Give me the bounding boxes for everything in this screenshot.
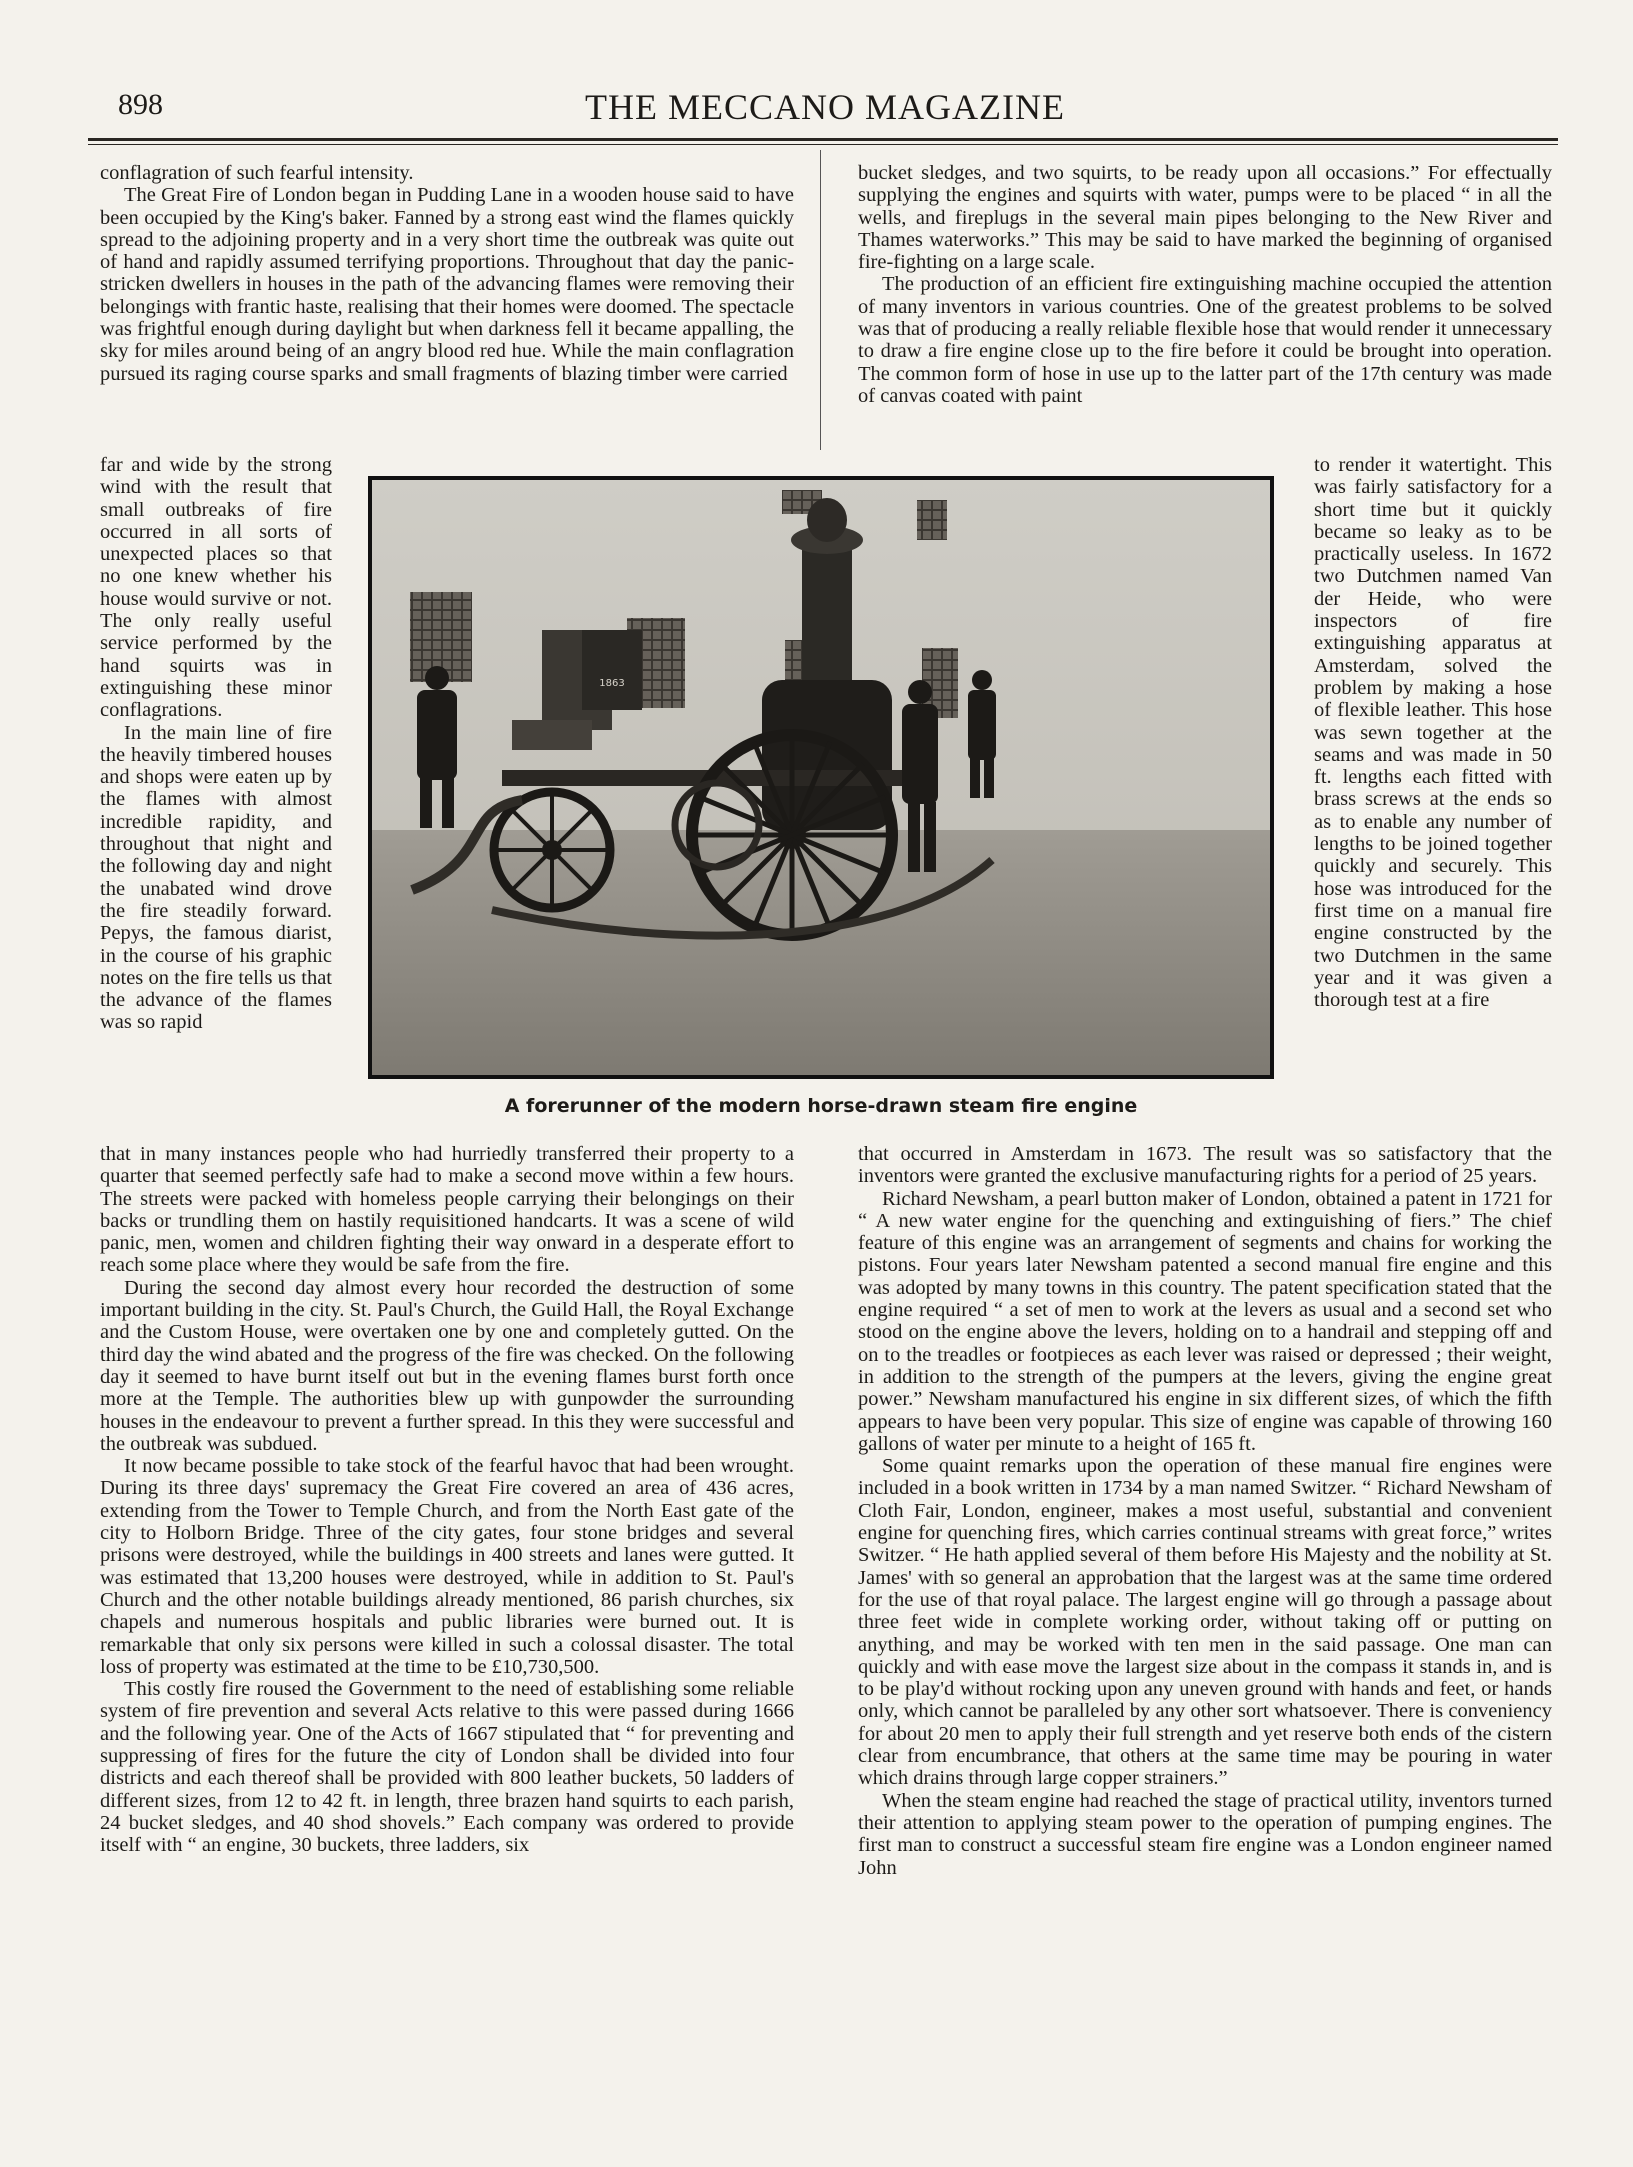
magazine-title: THE MECCANO MAGAZINE xyxy=(585,87,1065,127)
photo-caption: A forerunner of the modern horse-drawn steam fire engine xyxy=(504,1095,1138,1117)
left-column-bottom xyxy=(100,1143,794,1857)
paragraph: When the steam engine had reached the stage of practical utility, inventors turned their attention to applying steam power to the operation of pumping engines. The first man to construct a successful steam fire engine was a London engineer named John xyxy=(858,1789,1552,1879)
page-header xyxy=(0,0,1633,160)
right-column-bottom xyxy=(858,1143,1552,1879)
column-divider xyxy=(820,150,821,450)
engine-plate: 1863 xyxy=(599,678,625,689)
paragraph: to render it watertight. This was fairly satisfactory for a short time but it quickly became so leaky as to be practically useless. In 1672 two Dutchmen named Van der Heide, who were inspectors of fire extinguishing apparatus at Amsterdam, solved the problem by making a hose of flexible leather. This hose was sewn together at the seams and was made in 50 ft. lengths each fitted with brass screws at the ends so as to enable any number of lengths to be joined together quickly and securely. This hose was introduced for the first time on a manual fire engine constructed by the two Dutchmen in the same year and it was given a thorough test at a fire xyxy=(1314,454,1552,1012)
paragraph: Richard Newsham, a pearl button maker of London, obtained a patent in 1721 for “ A new water engine for the quenching and extinguishing of fiers.” The chief feature of this engine was an arrangement of segments and chains for working the pistons. Four years later Newsham patented a second manual fire engine and this was adopted by many towns in this country. The patent specification stated that the engine required “ a set of men to work at the levers as usual and a second set who stood on the engine above the levers, holding on to a handrail and stepping off and on to the treadles or footpieces as each lever was raised or depressed ; their weight, in addition to the strength of the pumpers at the levers, giving the engine great power.” Newsham manufactured his engine in six different sizes, of which the fifth appears to have been very popular. This size of engine was capable of throwing 160 gallons of water per minute to a height of 165 ft. xyxy=(858,1187,1552,1455)
left-column-top xyxy=(100,162,794,385)
left-column-wrap xyxy=(100,454,332,1034)
paragraph: The Great Fire of London began in Pudding Lane in a wooden house said to have been occupied by the King's baker. Fanned by a strong east wind the flames quickly spread to the adjoining property and in a very short time the outbreak was quite out of hand and rapidly assumed terrifying proportions. Throughout that day the panic-stricken dwellers in houses in the path of the advancing flames were removing their belongings with frantic haste, realising that their homes were doomed. The spectacle was frightful enough during daylight but when darkness fell it became appalling, the sky for miles around being of an angry blood red hue. While the main conflagration pursued its raging course sparks and small fragments of blazing timber were carried xyxy=(100,184,794,385)
paragraph: The production of an efficient fire extinguishing machine occupied the attention of many inventors in various countries. One of the greatest problems to be solved was that of producing a really reliable flexible hose that would render it unnecessary to draw a fire engine close up to the fire before it could be brought into operation. The common form of hose in use up to the latter part of the 17th century was made of canvas coated with paint xyxy=(858,273,1552,407)
photo-illustration xyxy=(372,480,1270,1075)
paragraph: In the main line of fire the heavily timbered houses and shops were eaten up by the flames with almost incredible rapidity, and throughout that night and the following day and night the unabated wind drove the fire steadily forward. Pepys, the famous diarist, in the course of his graphic notes on the fire tells us that the advance of the flames was so rapid xyxy=(100,721,332,1034)
paragraph: far and wide by the strong wind with the result that small outbreaks of fire occurred in all sorts of unexpected places so that no one knew whether his house would survive or not. The only really useful service performed by the hand squirts was in extinguishing these minor conflagrations. xyxy=(100,454,332,722)
window xyxy=(917,500,947,540)
right-column-top xyxy=(858,162,1552,407)
steam-fire-engine-photo xyxy=(368,476,1274,1079)
header-rule-thin xyxy=(88,144,1558,145)
paragraph: It now became possible to take stock of the fearful havoc that had been wrought. During its three days' supremacy the Great Fire covered an area of 436 acres, extending from the Tower to Temple Church, and from the North East gate of the city to Holborn Bridge. Three of the city gates, four stone bridges and several prisons were destroyed, while the buildings in 400 streets and lanes were gutted. It was estimated that 13,200 houses were destroyed, while in addition to St. Paul's Church and the other notable buildings already mentioned, 86 parish churches, six chapels and numerous hospitals and public libraries were burned out. It is remarkable that only six persons were killed in such a colossal disaster. The total loss of property was estimated at the time to be £10,730,500. xyxy=(100,1455,794,1678)
paragraph: that in many instances people who had hurriedly transferred their property to a quarter that seemed perfectly safe had to make a second move within a few hours. The streets were packed with homeless people carrying their belongings on their backs or trundling them on hastily requisitioned handcarts. It was a scene of wild panic, men, women and children fighting their way onward in a desperate effort to reach some place where they would be safe from the fire. xyxy=(100,1143,794,1277)
paragraph: Some quaint remarks upon the operation of these manual fire engines were included in a book written in 1734 by a man named Switzer. “ Richard Newsham of Cloth Fair, London, engineer, makes a most useful, substantial and convenient engine for quenching fires, which carries continual streams with great force,” writes Switzer. “ He hath applied several of them before His Majesty and the nobility at St. James' with so general an approbation that the largest was at the same time ordered for the use of that royal palace. The largest engine will go through a passage about three feet wide in complete working order, without taking off or putting on anything, and may be worked with ten men in the said passage. One man can quickly and with ease move the largest size about in the compass it stands in, and is to be play'd without rocking upon any uneven ground with hands and feet, or hands only, which cannot be paralleled by any other sort whatsoever. There is conveniency for about 20 men to apply their full strength and yet reserve both ends of the cistern clear from encumbrance, that others at the same time may be pouring in water which drains through large copper strainers.” xyxy=(858,1455,1552,1790)
paragraph: that occurred in Amsterdam in 1673. The result was so satisfactory that the inventors were granted the exclusive manufacturing rights for a period of 25 years. xyxy=(858,1143,1552,1188)
page-number: 898 xyxy=(118,88,163,121)
paragraph: This costly fire roused the Government to the need of establishing some reliable system of fire prevention and several Acts relative to this were passed during 1666 and the following year. One of the Acts of 1667 stipulated that “ for preventing and suppressing of fires for the future the city of London shall be divided into four districts and each thereof shall be provided with 800 leather buckets, 50 ladders of different sizes, from 12 to 42 ft. in length, three brazen hand squirts to each parish, 24 bucket sledges, and 40 shod shovels.” Each company was ordered to provide itself with “ an engine, 30 buckets, three ladders, six xyxy=(100,1678,794,1857)
right-column-wrap xyxy=(1314,454,1552,1011)
header-rule xyxy=(88,138,1558,141)
paragraph: conflagration of such fearful intensity. xyxy=(100,162,414,184)
paragraph: During the second day almost every hour recorded the destruction of some important building in the city. St. Paul's Church, the Guild Hall, the Royal Exchange and the Custom House, were overtaken one by one and completely gutted. On the third day the wind abated and the progress of the fire was checked. On the following day it seemed to have burnt itself out but in the evening flames burst forth once more at the Temple. The authorities blew up with gunpowder the surrounding houses in the endeavour to prevent a further spread. In this they were successful and the outbreak was subdued. xyxy=(100,1276,794,1455)
paragraph: bucket sledges, and two squirts, to be ready upon all occasions.” For effectually supplying the engines and squirts with water, pumps were to be placed “ in all the wells, and fireplugs in the several main pipes belonging to the New River and Thames waterworks.” This may be said to have marked the beginning of organised fire-fighting on a large scale. xyxy=(858,162,1552,274)
